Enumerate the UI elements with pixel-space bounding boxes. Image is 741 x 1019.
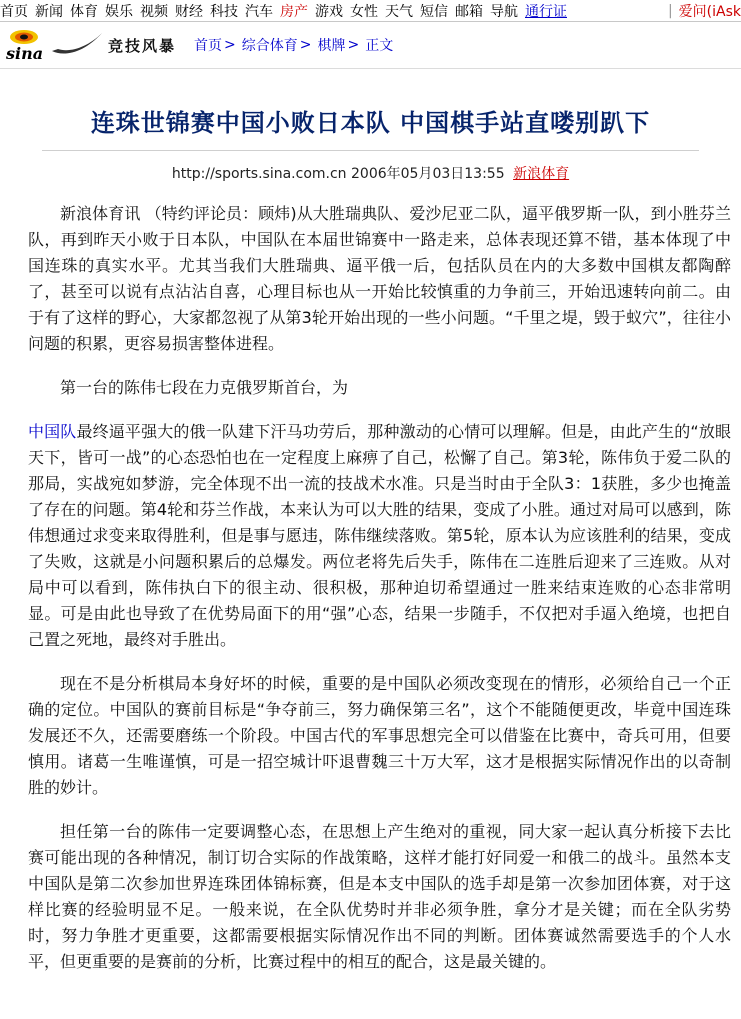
article-source-link[interactable]: 新浪体育 [513,166,570,182]
sports-channel-brand: 竞技风暴 [108,36,177,55]
article-meta [0,163,741,183]
iask-search-link[interactable] [660,0,741,21]
breadcrumb-separator: > [224,37,236,53]
nav-link-finance[interactable]: 财经 [175,3,203,20]
article-paragraph-2: 第一台的陈伟七段在力克俄罗斯首台，为 [60,378,349,397]
article-paragraph-1: 新浪体育讯 （特约评论员：顾炜)从大胜瑞典队、爱沙尼亚二队，逼平俄罗斯一队，到小胜芬兰队，再到昨天小败于日本队，中国队在本届世锦赛中一路走来，总体表现还算不错，基本体现了中国连珠的真实水平。尤其当我们大胜瑞典、逼平俄一后，包括队员在内的大多数中国棋友都陶醉了，甚至可以说有点沾沾自喜，心理目标也从一开始比较慎重的力争前三，开始迅速转向前二。由于有了这样的野心，大家都忽视了从第3轮开始出现的一些小问题。“千里之堤，毁于蚁穴”，往往小问题的积累，更容易损害整体进程。 [28,204,731,353]
article-paragraph-3 [28,419,731,653]
article-paragraph-4: 现在不是分析棋局本身好坏的时候，重要的是中国队必须改变现在的情形，必须给自己一个正确的定位。中国队的赛前目标是“争夺前三，努力确保第三名”，这个不能随便更改，毕竟中国连珠发展还不久，还需要磨练一个阶段。中国古代的军事思想完全可以借鉴在比赛中，奇兵可用，但要慎用。诸葛一生唯谨慎，可是一招空城计吓退曹魏三十万大军，这才是根据实际情况作出的以奇制胜的妙计。 [28,674,731,797]
article-body [28,201,731,975]
breadcrumb-separator: > [299,37,312,53]
nav-link-news[interactable]: 新闻 [35,3,63,20]
nav-link-home[interactable]: 首页 [0,3,28,20]
site-header [0,22,741,69]
channel-links [0,1,574,21]
sina-sports-logo[interactable] [4,27,176,63]
nav-link-video[interactable]: 视频 [140,3,168,20]
breadcrumb-general-sports[interactable]: 综合体育 [241,38,298,54]
nav-link-house[interactable]: 房产 [280,3,308,20]
article-url: http://sports.sina.com.cn [171,166,347,182]
breadcrumb-current[interactable]: 正文 [365,38,394,54]
nav-link-sms[interactable]: 短信 [420,3,448,20]
breadcrumb [194,35,393,55]
divider: | [667,2,673,19]
nav-link-mail[interactable]: 邮箱 [455,3,483,20]
nav-link-guide[interactable]: 导航 [490,3,518,20]
top-navigation-bar [0,0,741,22]
nav-link-women[interactable]: 女性 [350,3,378,20]
nav-link-entertainment[interactable]: 娱乐 [105,3,133,20]
svg-text:sina: sina [6,44,44,63]
breadcrumb-separator: > [347,37,360,53]
nav-link-weather[interactable]: 天气 [385,3,413,20]
nav-link-tech[interactable]: 科技 [210,3,238,20]
article-datetime: 2006年05月03日13:55 [351,166,505,182]
breadcrumb-board-games[interactable]: 棋牌 [317,38,346,54]
article-paragraph-5: 担任第一台的陈伟一定要调整心态，在思想上产生绝对的重视，同大家一起认真分析接下去比赛可能出现的各种情况，制订切合实际的作战策略，这样才能打好同爱一和俄二的战斗。虽然本支中国队是第二次参加世界连珠团体锦标赛，但是本支中国队的选手却是第一次参加团体赛，对于这样比赛的经验明显不足。一般来说，在全队优势时并非必须争胜，拿分才是关键；而在全队劣势时，努力争胜才更重要，这都需要根据实际情况作出不同的判断。团体赛诚然需要选手的个人水平，但更重要的是赛前的分析，比赛过程中的相互的配合，这是最关键的。 [28,822,731,971]
nav-link-sports[interactable]: 体育 [70,3,98,20]
nav-link-auto[interactable]: 汽车 [245,3,273,20]
nav-link-passport[interactable]: 通行证 [525,3,567,20]
nav-link-games[interactable]: 游戏 [315,3,343,20]
title-divider [42,150,699,151]
sina-eye-logo-icon [4,27,104,63]
china-team-link[interactable]: 中国队 [28,422,77,441]
article-paragraph-3-text: 最终逼平强大的俄一队建下汗马功劳后，那种激动的心情可以理解。但是，由此产生的“放眼天下，皆可一战”的心态恐怕也在一定程度上麻痹了自己，松懈了自己。第3轮，陈伟负于爱二队的那局，实战宛如梦游，完全体现不出一流的技战术水准。只是当时由于全队3：1获胜，多少也掩盖了存在的问题。第4轮和芬兰作战，本来认为可以大胜的结果，变成了小胜。通过对局可以感到，陈伟想通过求变来取得胜利，但是事与愿违，陈伟继续落败。第5轮，原本认为应该胜利的结果，变成了失败，这就是小问题积累后的总爆发。两位老将先后失手，陈伟在二连胜后迎来了三连败。从对局中可以看到，陈伟执白下的很主动、很积极，那种迫切希望通过一胜来结束连败的心态非常明显。可是由此也导致了在优势局面下的用“强”心态，结果一步随手，不仅把对手逼入绝境，也把自己置之死地，最终对手胜出。 [28,422,731,649]
article-title: 连珠世锦赛中国小败日本队 中国棋手站直喽别趴下 [90,109,651,137]
breadcrumb-home[interactable]: 首页 [194,38,223,54]
iask-label: 爱问(iAsk [678,3,741,20]
